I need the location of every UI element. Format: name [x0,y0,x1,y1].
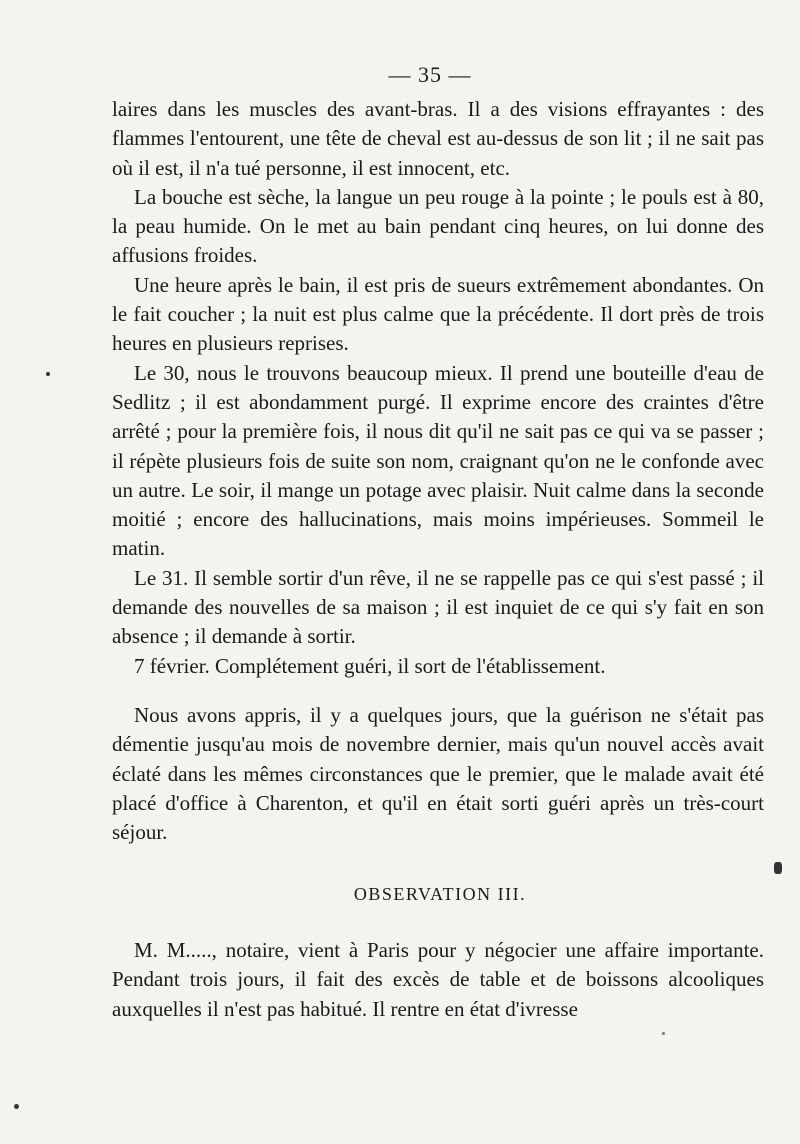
ink-speck [774,862,782,874]
paragraph-february-7: 7 février. Complétement guéri, il sort de l'établissement. [134,653,606,678]
body-text-continued [112,936,764,1024]
ink-speck [46,372,50,376]
paragraph-after-bath: Une heure après le bain, il est pris de sueurs extrêmement abondantes. On le fait coucher ; la nuit est plus calme que la précédente. Il dort près de trois heures en plusieurs reprises. [112,272,764,356]
section-heading: OBSERVATION III. [353,884,527,904]
ink-speck [662,1032,665,1035]
paragraph-symptoms: La bouche est sèche, la langue un peu rouge à la pointe ; le pouls est à 80, la peau humide. On le met au bain pendant cinq heures, on lui donne des affusions froides. [112,184,764,268]
paragraph-day-30: Le 30, nous le trouvons beaucoup mieux. Il prend une bouteille d'eau de Sedlitz ; il est abondamment purgé. Il exprime encore des craintes d'être arrêté ; pour la première fois, il nous dit qu'il ne sait pas ce qui va se passer ; il répète plusieurs fois de suite son nom, craignant qu'on ne le confonde avec un autre. Le soir, il mange un potage avec plaisir. Nuit calme dans la seconde moitié ; encore des hallucinations, mais moins impérieuses. Sommeil le matin. [112,360,764,561]
paragraph-day-31: Le 31. Il semble sortir d'un rêve, il ne se rappelle pas ce qui s'est passé ; il demande des nouvelles de sa maison ; il est inquiet de ce qui s'y fait en son absence ; il demande à sortir. [112,565,764,649]
page-number: — 35 — [388,62,472,87]
paragraph-follow-up: Nous avons appris, il y a quelques jours, que la guérison ne s'était pas démentie jusqu'au mois de novembre dernier, mais qu'un nouvel accès avait éclaté dans les mêmes circonstances que le premier, que le malade avait été placé d'office à Charenton, et qu'il en était sorti guéri après un très-court séjour. [112,702,764,845]
ink-speck [14,1104,19,1109]
body-text [112,95,764,847]
paragraph-observation-start: M. M....., notaire, vient à Paris pour y négocier une affaire importante. Pendant trois jours, il fait des excès de table et de boissons alcooliques auxquelles il n'est pas habitué. Il rentre en état d'ivresse [112,938,764,1021]
paragraph-continuation: laires dans les muscles des avant-bras. Il a des visions effrayantes : des flammes l'entourent, une tête de cheval est au-dessus de son lit ; il ne sait pas où il est, il n'a tué personne, il est innocent, etc. [112,97,764,180]
